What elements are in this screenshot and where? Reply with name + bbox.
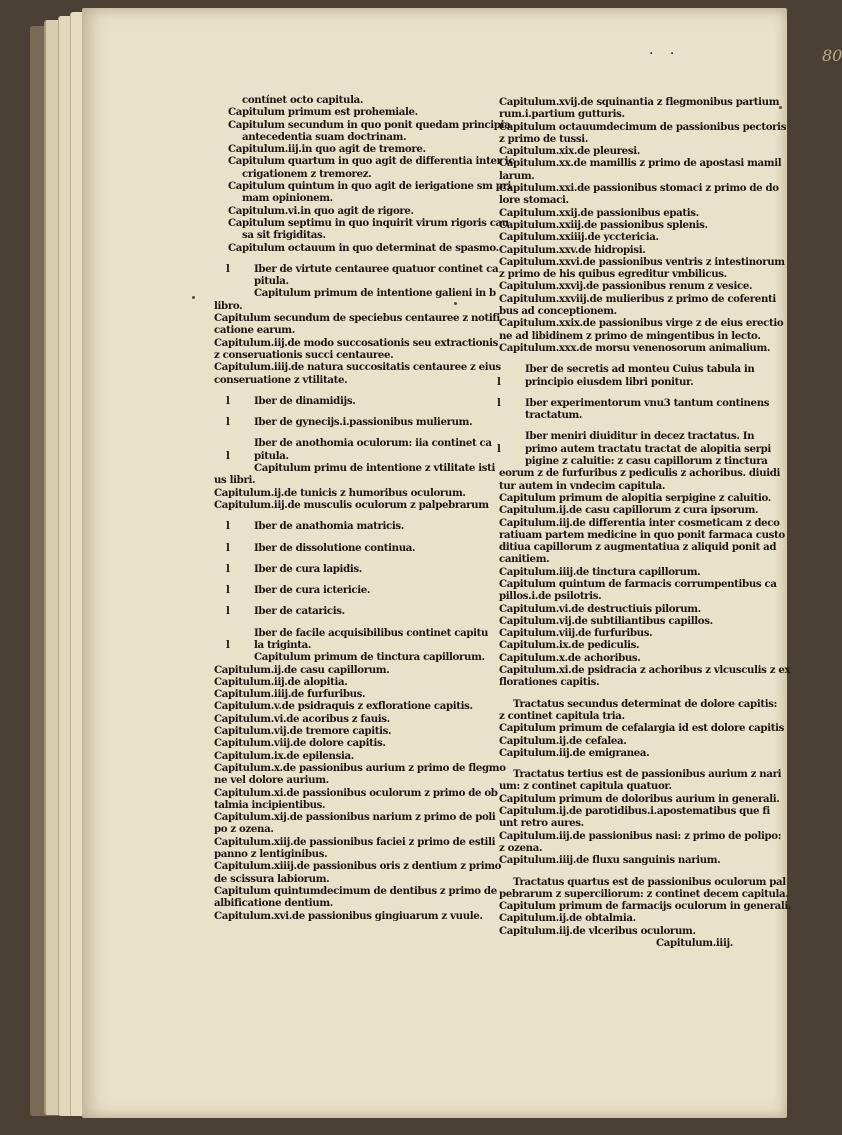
chapter-line: Capitulum.xxiiij.de ycctericia. bbox=[499, 231, 659, 244]
chapter-line: tur autem in vndecim capitula. bbox=[499, 479, 666, 492]
marginal-mark: l bbox=[226, 394, 230, 407]
line-gap bbox=[485, 759, 733, 768]
chapter-line: talmia incipientibus. bbox=[214, 798, 326, 811]
chapter-line: Capitulum.ix.de epilensia. bbox=[214, 749, 354, 762]
chapter-line: canitiem. bbox=[499, 553, 550, 566]
chapter-line: Capitulum.xxvij.de passionibus renum z vesice. bbox=[499, 280, 753, 293]
book-heading-line: Iber meniri diuiditur in decez tractatus. In bbox=[525, 430, 755, 443]
folio-number: 80 bbox=[822, 46, 842, 65]
chapter-line: mam opinionem. bbox=[242, 192, 333, 205]
line-gap bbox=[214, 386, 454, 395]
chapter-line: crigationem z tremorez. bbox=[242, 167, 372, 180]
line-gap bbox=[214, 428, 454, 437]
chapter-line: Tractatus quartus est de passionibus oculorum pal bbox=[513, 875, 786, 888]
marginal-mark: l bbox=[226, 416, 230, 429]
chapter-line: Capitulum.vij.de tremore capitis. bbox=[214, 725, 392, 738]
chapter-line: Capitulum quintumdecimum de dentibus z primo de bbox=[214, 884, 497, 897]
chapter-line: Capitulum.iij.de vlceribus oculorum. bbox=[499, 924, 696, 937]
chapter-line: us libri. bbox=[214, 474, 256, 487]
chapter-line: bus ad conceptionem. bbox=[499, 305, 617, 318]
book-heading-line: l primo autem tractatu tractat de alopitia serpi bbox=[497, 442, 771, 455]
chapter-line: z conseruationis succi centauree. bbox=[214, 348, 394, 361]
chapter-line: Capitulum.v.de psidraquis z exfloratione capitis. bbox=[214, 700, 473, 713]
chapter-line: Capitulum octauum in quo determinat de spasmo. bbox=[228, 241, 499, 254]
chapter-line: panno z lentiginibus. bbox=[214, 848, 328, 861]
chapter-line: pebrarum z superciliorum: z continet decem capitula. bbox=[499, 887, 789, 900]
book-heading-line: l Iber de dissolutione continua. bbox=[226, 541, 416, 554]
marginal-mark: l bbox=[226, 584, 230, 597]
chapter-line: Capitulum.xvi.de passionibus gingiuarum z vuule. bbox=[214, 909, 483, 922]
book-heading-line: l Iber de cura lapidis. bbox=[226, 562, 362, 575]
book-heading-line: l Iber de anathomia matricis. bbox=[226, 520, 404, 533]
chapter-line: Capitulum.xxij.de passionibus epatis. bbox=[499, 206, 699, 219]
chapter-line: Capitulum primum est prohemiale. bbox=[228, 106, 418, 119]
chapter-line: um: z continet capitula quatuor. bbox=[499, 780, 672, 793]
book-heading-line: l Iber de gynecijs.i.passionibus mulierum. bbox=[226, 416, 473, 429]
line-gap bbox=[214, 618, 454, 627]
chapter-line: Capitulum.ij.de casu capillorum. bbox=[214, 663, 390, 676]
chapter-line: Capitulum.xx.de mamillis z primo de apostasi mamil bbox=[499, 157, 782, 170]
chapter-line: Capitulum.xix.de pleuresi. bbox=[499, 145, 640, 158]
chapter-line: albificatione dentium. bbox=[214, 897, 333, 910]
line-gap bbox=[485, 689, 733, 698]
chapter-line: z primo de tussi. bbox=[499, 132, 589, 145]
chapter-line: Capitulum primum de doloribus aurium in generali. bbox=[499, 792, 780, 805]
chapter-line: lore stomaci. bbox=[499, 194, 569, 207]
chapter-line: Capitulum quintum de farmacis corrumpentibus ca bbox=[499, 577, 777, 590]
chapter-line: Capitulum.xi.de passionibus oculorum z primo de ob bbox=[214, 786, 498, 799]
chapter-line: catione earum. bbox=[214, 324, 295, 337]
chapter-line: ditiua capillorum z augmentatiua z aliquid ponit ad bbox=[499, 541, 777, 554]
marginal-mark: l bbox=[226, 605, 230, 618]
line-gap bbox=[214, 533, 454, 542]
chapter-line: Capitulum.iiij.de fluxu sanguinis narium. bbox=[499, 854, 721, 867]
chapter-line: Capitulum.ij.de tunicis z humoribus oculorum. bbox=[214, 486, 466, 499]
chapter-line: Capitulum.xiiij.de passionibus oris z dentium z primo bbox=[214, 860, 502, 873]
book-heading-line: l Iber de cura ictericie. bbox=[226, 584, 371, 597]
line-gap bbox=[214, 407, 454, 416]
margin-mark bbox=[192, 296, 195, 299]
chapter-line: Capitulum.ij.de casu capillorum z cura ipsorum. bbox=[499, 504, 759, 517]
chapter-line: Capitulum.iij.de modo succosationis seu extractionis bbox=[214, 336, 498, 349]
chapter-line: Capitulum primum de farmacijs oculorum in generali. bbox=[499, 900, 792, 913]
chapter-line: Capitulum quintum in quo agit de ierigatione sm pri bbox=[228, 180, 512, 193]
marginal-mark: l bbox=[497, 442, 501, 455]
chapter-line: Tractatus tertius est de passionibus aurium z nari bbox=[513, 768, 782, 781]
line-gap bbox=[214, 254, 454, 263]
chapter-line: Capitulum.xiij.de passionibus faciei z primo de estili bbox=[214, 835, 496, 848]
chapter-line: Capitulum primu de intentione z vtilitate isti bbox=[254, 462, 496, 475]
chapter-line: Capitulum primum de alopitia serpigine z caluitio. bbox=[499, 491, 771, 504]
chapter-line: eorum z de furfuribus z pediculis z achoribus. diuidi bbox=[499, 467, 781, 480]
line-gap bbox=[214, 511, 454, 520]
book-heading-line: l Iber de dinamidijs. bbox=[226, 394, 356, 407]
marginal-mark: l bbox=[226, 638, 230, 651]
book-heading-line: pigine z caluitie: z casu capillorum z tinctura bbox=[525, 455, 768, 468]
left-column bbox=[214, 94, 515, 922]
chapter-line: Capitulum.iij.de musculis oculorum z palpebrarum bbox=[214, 498, 489, 511]
chapter-line: Capitulum primum de tinctura capillorum. bbox=[254, 651, 485, 664]
marginal-mark: l bbox=[226, 262, 230, 275]
chapter-line: Capitulum.viij.de furfuribus. bbox=[499, 627, 653, 640]
chapter-line: Capitulum.iij.de emigranea. bbox=[499, 746, 650, 759]
line-gap bbox=[485, 421, 733, 430]
chapter-line: Capitulum.iij.de passionibus nasi: z primo de polipo: bbox=[499, 829, 782, 842]
chapter-line: ne vel dolore aurium. bbox=[214, 774, 329, 787]
chapter-line: de scissura labiorum. bbox=[214, 872, 330, 885]
chapter-line: Capitulum.ij.de parotidibus.i.apostematibus que fi bbox=[499, 805, 770, 818]
chapter-line: florationes capitis. bbox=[499, 676, 600, 689]
chapter-line: pitula. bbox=[254, 275, 289, 288]
chapter-line: Capitulum.x.de passionibus aurium z primo de flegmo bbox=[214, 761, 506, 774]
line-gap bbox=[485, 388, 733, 397]
chapter-line: Capitulum secundum de speciebus centauree z notifi bbox=[214, 312, 500, 325]
line-gap bbox=[214, 554, 454, 563]
book-heading-line: Iber de facile acquisibilibus continet capitu bbox=[254, 626, 489, 639]
chapter-line: po z ozena. bbox=[214, 823, 274, 836]
chapter-line: Capitulum.iij.de alopitia. bbox=[214, 675, 348, 688]
chapter-line: ratiuam partem medicine in quo ponit farmaca custo bbox=[499, 528, 785, 541]
chapter-line: z primo de his quibus egreditur vmbilicus. bbox=[499, 268, 727, 281]
book-heading-line: Iber de secretis ad monteu Cuius tabula in bbox=[525, 363, 755, 376]
chapter-line: ne ad libidinem z primo de mingentibus in lecto. bbox=[499, 329, 761, 342]
chapter-line: pillos.i.de psilotris. bbox=[499, 590, 602, 603]
marginal-mark: l bbox=[497, 396, 501, 409]
top-marks: · · bbox=[649, 46, 681, 62]
book-heading-line: l pitula. bbox=[226, 449, 289, 462]
chapter-line: Capitulum primum de cefalargia id est dolore capitis bbox=[499, 722, 784, 735]
chapter-line: z ozena. bbox=[499, 841, 543, 854]
margin-mark bbox=[779, 106, 782, 109]
chapter-line: Capitulum.iiij.de tinctura capillorum. bbox=[499, 565, 701, 578]
marginal-mark: l bbox=[226, 541, 230, 554]
book-heading-line: l Iber de cataricis. bbox=[226, 605, 345, 618]
marginal-mark: l bbox=[226, 449, 230, 462]
margin-mark bbox=[454, 302, 457, 305]
chapter-line: larum. bbox=[499, 169, 535, 182]
chapter-line: Capitulum.ix.de pediculis. bbox=[499, 639, 640, 652]
chapter-line: Capitulum octauumdecimum de passionibus pectoris bbox=[499, 120, 787, 133]
chapter-line: contínet octo capitula. bbox=[242, 94, 364, 106]
chapter-line: Capitulum.xxix.de passionibus virge z de eius erectio bbox=[499, 317, 784, 330]
chapter-line: Capitulum.iij.de differentia inter cosmeticam z deco bbox=[499, 516, 780, 529]
chapter-line: Capitulum septimu in quo inquirit virum rigoris cau bbox=[228, 216, 509, 229]
chapter-line: Capitulum quartum in quo agit de differentia inter ic bbox=[228, 155, 515, 168]
marginal-mark: l bbox=[226, 562, 230, 575]
chapter-line: Capitulum.viij.de dolore capitis. bbox=[214, 737, 386, 750]
chapter-line: Tractatus secundus determinat de dolore capitis: bbox=[513, 697, 778, 710]
right-column bbox=[485, 96, 792, 949]
chapter-line: Capitulum.ij.de obtalmia. bbox=[499, 912, 636, 925]
chapter-line: Capitulum.xvij.de squinantia z flegmonibus partium bbox=[499, 96, 780, 108]
chapter-line: Capitulum.xxx.de morsu venenosorum animalium. bbox=[499, 341, 771, 354]
chapter-line: conseruatione z vtilitate. bbox=[214, 373, 348, 386]
chapter-line: Capitulum.iiij.de natura succositatis centauree z eius bbox=[214, 361, 501, 374]
chapter-line: Capitulum.xi.de psidracia z achoribus z vlcusculis z ex bbox=[499, 664, 791, 677]
chapter-line: libro. bbox=[214, 299, 243, 312]
line-gap bbox=[485, 354, 733, 363]
book-heading-line: tractatum. bbox=[525, 409, 583, 422]
chapter-line: Capitulum.xxviij.de mulieribus z primo de coferenti bbox=[499, 292, 776, 305]
chapter-line: rum.i.partium gutturis. bbox=[499, 108, 625, 121]
chapter-line: Capitulum.xij.de passionibus narium z primo de poli bbox=[214, 811, 496, 824]
line-gap bbox=[214, 575, 454, 584]
chapter-line: Capitulum.xxiij.de passionibus splenis. bbox=[499, 218, 708, 231]
chapter-line: Capitulum.vi.de acoribus z fauis. bbox=[214, 712, 390, 725]
chapter-line: Capitulum.iij.in quo agit de tremore. bbox=[228, 143, 426, 156]
chapter-line: Capitulum.vij.de subtiliantibus capillos. bbox=[499, 614, 713, 627]
chapter-line: Capitulum primum de intentione galieni in b bbox=[254, 287, 496, 300]
book-heading-line: l Iber experimentorum vnu3 tantum continens bbox=[497, 396, 770, 409]
chapter-line: z continet capitula tria. bbox=[499, 709, 625, 722]
chapter-line: Capitulum.vi.de destructiuis pilorum. bbox=[499, 602, 701, 615]
line-gap bbox=[214, 596, 454, 605]
book-heading-line: l principio eiusdem libri ponitur. bbox=[497, 375, 694, 388]
chapter-line: Capitulum secundum in quo ponit quedam principia bbox=[228, 118, 511, 131]
chapter-line: Capitulum.iiij.de furfuribus. bbox=[214, 688, 366, 701]
chapter-line: Capitulum.xxi.de passionibus stomaci z primo de do bbox=[499, 182, 779, 195]
book-heading-line: Iber de anothomia oculorum: iia continet ca bbox=[254, 437, 492, 450]
chapter-line: Capitulum.vi.in quo agit de rigore. bbox=[228, 204, 414, 217]
chapter-line: unt retro aures. bbox=[499, 817, 584, 830]
marginal-mark: l bbox=[497, 375, 501, 388]
chapter-line: Capitulum.xxvi.de passionibus ventris z intestinorum bbox=[499, 255, 785, 268]
chapter-line: sa sit frigiditas. bbox=[242, 229, 326, 242]
chapter-line: Capitulum.ij.de cefalea. bbox=[499, 734, 627, 747]
marginal-mark: l bbox=[226, 520, 230, 533]
chapter-line: antecedentia suam doctrinam. bbox=[242, 130, 407, 143]
book-heading-line: l Iber de virtute centauree quatuor continet ca bbox=[226, 262, 499, 275]
catchword: Capitulum.iiij. bbox=[655, 937, 733, 949]
chapter-line: Capitulum.xxv.de hidropisi. bbox=[499, 243, 646, 256]
line-gap bbox=[485, 867, 733, 876]
chapter-line: Capitulum.x.de achoribus. bbox=[499, 651, 641, 664]
book-heading-line: l la triginta. bbox=[226, 638, 312, 651]
